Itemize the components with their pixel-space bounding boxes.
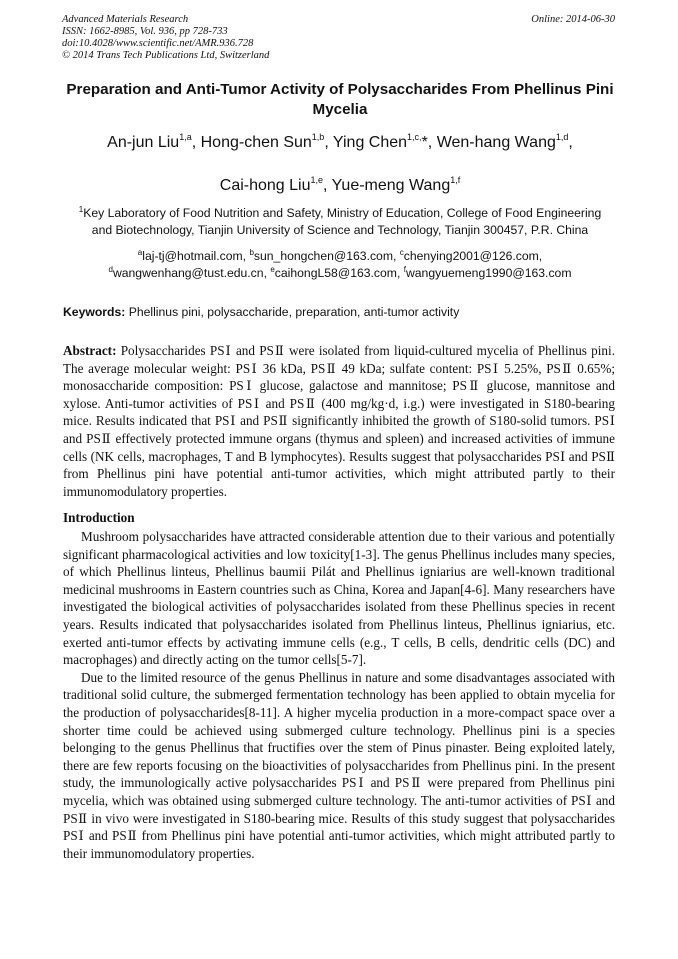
online-date: Online: 2014-06-30	[531, 14, 615, 25]
author-affiliation-marker: 1,b	[311, 132, 325, 142]
keywords-text: Phellinus pini, polysaccharide, preparation, anti-tumor activity	[128, 305, 460, 319]
abstract-text: Polysaccharides PSⅠ and PSⅡ were isolated from liquid-cultured mycelia of Phellinus pini. The average molecular weight: PSⅠ 36 kDa, PSⅡ 49 kDa; sulfate content: PSⅠ 5.25%, PSⅡ 0.65%; monosaccharide composition: PSⅠ glucose, galactose and mannitose; PSⅡ glucose, mannitose and xylose. Anti-tumor activities of PSⅠ and PSⅡ (400 mg/kg·d, i.g.) were investigated in S180-bearing mice. Results indicated that PSⅠ and PSⅡ significantly inhibited the growth of S180-solid tumors. PSⅠ and PSⅡ effectively protected immune organs (thymus and spleen) and increased activities of immune cells (NK cells, macrophages, T and B lymphocytes). Results suggest that polysaccharides PSⅠ and PSⅡ from Phellinus pini have potential anti-tumor activities, which might attributed partly to their immunomodulatory properties.	[63, 343, 615, 499]
author-affiliation-marker: 1,e	[310, 175, 324, 185]
author-name: Cai-hong Liu	[219, 177, 311, 194]
email-separator: ,	[396, 266, 404, 280]
affiliation-line-1: Key Laboratory of Food Nutrition and Safety, Ministry of Education, College of Food Engineering	[83, 206, 602, 220]
affiliation-line-2: and Biotechnology, Tianjin University of Science and Technology, Tianjin 300457, P.R. China	[91, 223, 589, 237]
email-marker: e	[270, 265, 275, 274]
author-affiliation-marker: 1,a	[179, 132, 192, 142]
authors-line-2	[60, 176, 620, 196]
email-marker: d	[108, 265, 113, 274]
email-separator: ,	[393, 249, 400, 263]
author-name: Hong-chen Sun	[200, 134, 312, 151]
email-marker: f	[403, 265, 406, 274]
email-separator: ,	[242, 249, 250, 263]
email-marker: a	[137, 248, 143, 257]
author-separator: ,	[427, 134, 437, 151]
email-address[interactable]: wangwenhang@tust.edu.cn	[112, 266, 264, 280]
keywords	[63, 304, 618, 320]
email-separator: ,	[263, 266, 271, 280]
copyright-line: © 2014 Trans Tech Publications Ltd, Switzerland	[62, 50, 270, 61]
doi-line: doi:10.4028/www.scientific.net/AMR.936.728	[62, 38, 254, 49]
author-affiliation-marker: 1,c,	[407, 132, 422, 142]
author-name: Ying Chen	[332, 134, 408, 151]
author-separator: ,	[568, 134, 573, 151]
corresponding-mark: *	[421, 134, 428, 151]
author-name: Yue-meng Wang	[331, 177, 451, 194]
introduction-paragraph: Mushroom polysaccharides have attracted considerable attention due to their various and potentially significant pharmacological activities and low toxicity[1-3]. The genus Phellinus includes many species, of which Phellinus linteus, Phellinus baumii Pilát and Phellinus igniarius are well-known traditional medicinal mushrooms in Eastern countries such as China, Korea and Japan[4-6]. Many researchers have investigated the biological activities of polysaccharides isolated from these Phellinus species in recent years. Results indicated that polysaccharides isolated from Phellinus linteus, Phellinus igniarius, etc. exerted anti-tumor effects by activating immune cells (e.g., T cells, B cells, dendritic cells (DC) and macrophages) and directly acting on the tumor cells[5-7].	[63, 529, 615, 668]
email-address[interactable]: laj-tj@hotmail.com	[142, 249, 243, 263]
author-emails	[60, 248, 620, 282]
email-separator: ,	[538, 249, 543, 263]
author-affiliation-marker: 1,f	[450, 175, 461, 185]
email-address[interactable]: chenying2001@126.com	[403, 249, 539, 263]
author-separator: ,	[191, 134, 201, 151]
abstract	[63, 342, 615, 500]
abstract-label: Abstract:	[63, 343, 117, 358]
journal-header	[62, 14, 269, 62]
affiliation	[60, 205, 620, 239]
email-address[interactable]: caihongL58@163.com	[274, 266, 397, 280]
email-address[interactable]: sun_hongchen@163.com	[253, 249, 393, 263]
introduction-heading: Introduction	[63, 510, 135, 525]
author-separator: ,	[323, 177, 332, 194]
email-marker: c	[399, 248, 404, 257]
keywords-label: Keywords:	[63, 305, 126, 319]
author-affiliation-marker: 1,d	[555, 132, 569, 142]
authors-line-1	[60, 133, 620, 153]
affiliation-marker: 1	[78, 205, 84, 214]
author-separator: ,	[324, 134, 333, 151]
journal-name: Advanced Materials Research	[62, 14, 189, 25]
introduction-paragraph: Due to the limited resource of the genus Phellinus in nature and some disadvantages associated with traditional solid culture, the submerged fermentation technology has been applied to obtain mycelia for the production of polysaccharides[8-11]. A higher mycelia production in a more-compact space over a shorter time could be achieved using submerged culture technology. Phellinus pini is a species belonging to the genus Phellinus that fructifies over the stem of Pinus pinaster. Being exploited lately, there are few reports focusing on the bioactivities of polysaccharides from Phellinus pini. In the present study, the immunologically active polysaccharides PSⅠ and PSⅡ were prepared from Phellinus pini mycelia, which was obtained using submerged culture technology. The anti-tumor activities of PSⅠ and PSⅡ in vivo were investigated in S180-bearing mice. Results of this study suggest that polysaccharides PSⅠ and PSⅡ from Phellinus pini have potential anti-tumor activities, which might attributed partly to their immunomodulatory properties.	[63, 669, 615, 861]
issn-line: ISSN: 1662-8985, Vol. 936, pp 728-733	[62, 26, 228, 37]
email-marker: b	[249, 248, 254, 257]
email-address[interactable]: wangyuemeng1990@163.com	[405, 266, 572, 280]
author-name: Wen-hang Wang	[436, 134, 556, 151]
paper-title: Preparation and Anti-Tumor Activity of Polysaccharides From Phellinus Pini Mycelia	[66, 81, 614, 118]
author-name: An-jun Liu	[107, 134, 180, 151]
introduction-body	[63, 528, 615, 862]
